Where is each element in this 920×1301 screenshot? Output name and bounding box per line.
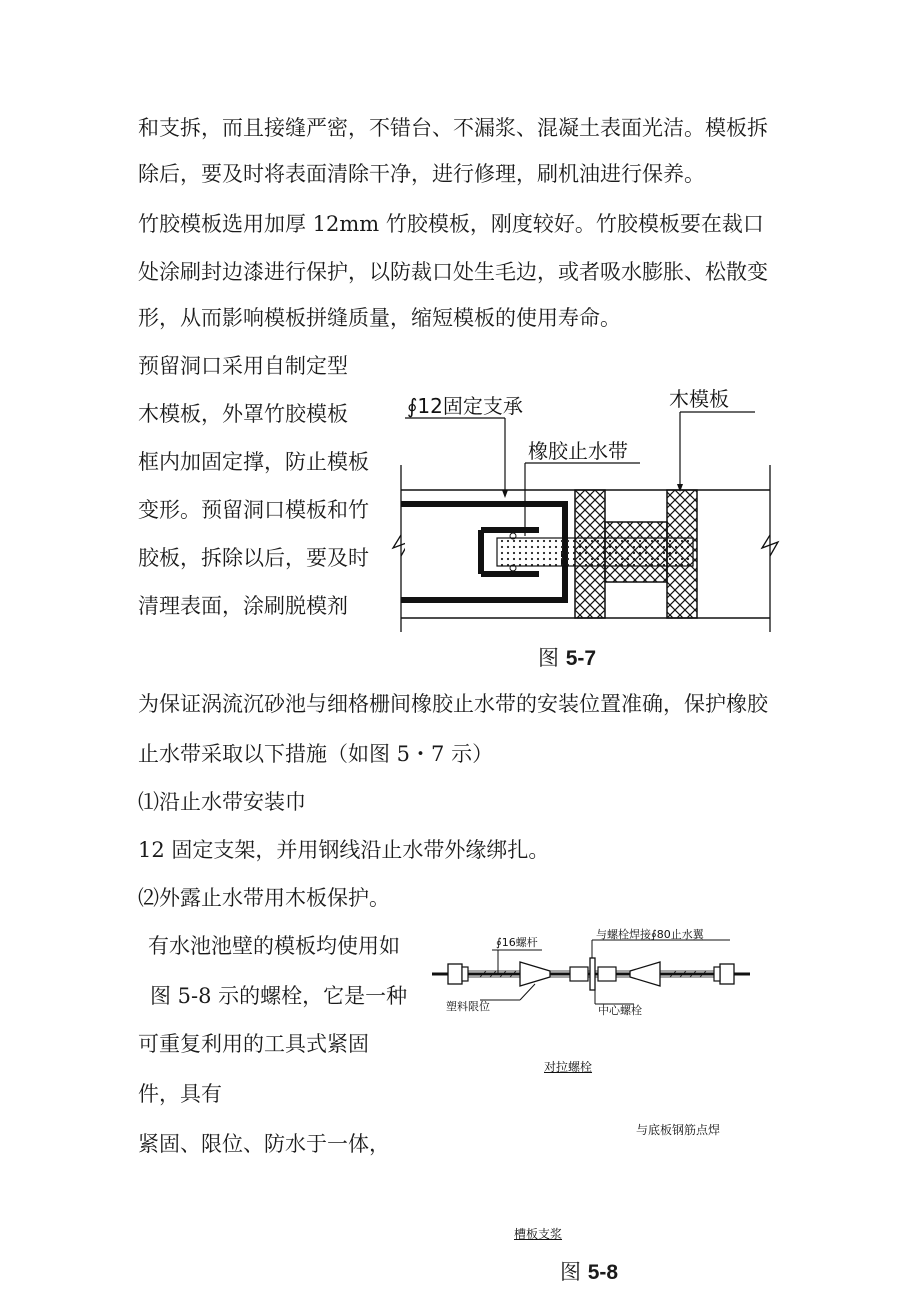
plastic-limit-cone	[520, 962, 550, 986]
paragraph-line: 变形。预留洞口模板和竹	[138, 498, 369, 522]
figure-5-8-diagram	[420, 928, 760, 1018]
figure-5-7-caption: 图 5-7	[538, 646, 597, 670]
list-item: ⑵外露止水带用木板保护。	[138, 886, 390, 910]
paragraph-line: 有水池池壁的模板均使用如	[148, 934, 400, 958]
paragraph-line: 为保证涡流沉砂池与细格栅间橡胶止水带的安装位置准确，保护橡胶	[138, 692, 768, 716]
paragraph-line: 止水带采取以下措施（如图 5・7 示）	[138, 742, 494, 766]
label-tie-bolt: 对拉螺栓	[544, 1060, 593, 1074]
paragraph-line: 木模板，外罩竹胶模板	[138, 402, 348, 426]
paragraph-line: 除后，要及时将表面清除干净，进行修理，刷机油进行保养。	[138, 162, 705, 186]
label-weld-waterstop: 与螺栓焊接∮80止水翼	[596, 928, 704, 941]
wood-block-left	[575, 490, 605, 618]
wood-block-right	[667, 490, 697, 618]
label-waterstop: 橡胶止水带	[528, 439, 628, 463]
wood-block-middle	[605, 522, 667, 582]
label-plastic-limit: 塑料限位	[446, 1000, 490, 1013]
paragraph-line: 清理表面，涂刷脱模剂	[138, 594, 348, 618]
paragraph-line: 可重复利用的工具式紧固	[138, 1032, 369, 1056]
label-center-bolt: 中心螺栓	[598, 1004, 642, 1017]
paragraph-line: 框内加固定撑，防止模板	[138, 450, 369, 474]
paragraph-line: 紧固、限位、防水于一体，	[138, 1132, 390, 1156]
paragraph-line: 处涂刷封边漆进行保护，以防裁口处生毛边，或者吸水膨胀、松散变	[138, 260, 768, 284]
label-support: ∮12固定支承	[407, 394, 523, 418]
label-bolt: ∮16螺杆	[496, 936, 538, 949]
list-item: 12 固定支架，并用钢线沿止水带外缘绑扎。	[138, 838, 550, 862]
figure-5-7-diagram	[385, 370, 785, 638]
paragraph-line: 和支拆，而且接缝严密，不错台、不漏浆、混凝土表面光洁。模板拆	[138, 116, 768, 140]
label-rebar-weld: 与底板钢筋点焊	[636, 1123, 721, 1137]
label-wood-formwork: 木模板	[669, 387, 729, 411]
list-item: ⑴沿止水带安装巾	[138, 790, 306, 814]
paragraph-line: 形，从而影响模板拼缝质量，缩短模板的使用寿命。	[138, 306, 621, 330]
waterstop-plate	[590, 958, 595, 990]
paragraph-line: 件，具有	[138, 1082, 222, 1106]
figure-5-8-caption: 图 5-8	[560, 1260, 619, 1284]
paragraph-line: 竹胶模板选用加厚 12mm 竹胶模板，刚度较好。竹胶模板要在裁口	[138, 212, 764, 236]
label-trough-support: 槽板支浆	[514, 1227, 563, 1241]
paragraph-line: 胶板，拆除以后，要及时	[138, 546, 369, 570]
paragraph-line: 预留洞口采用自制定型	[138, 354, 348, 378]
paragraph-line: 图 5-8 示的螺栓，它是一种	[150, 984, 408, 1008]
